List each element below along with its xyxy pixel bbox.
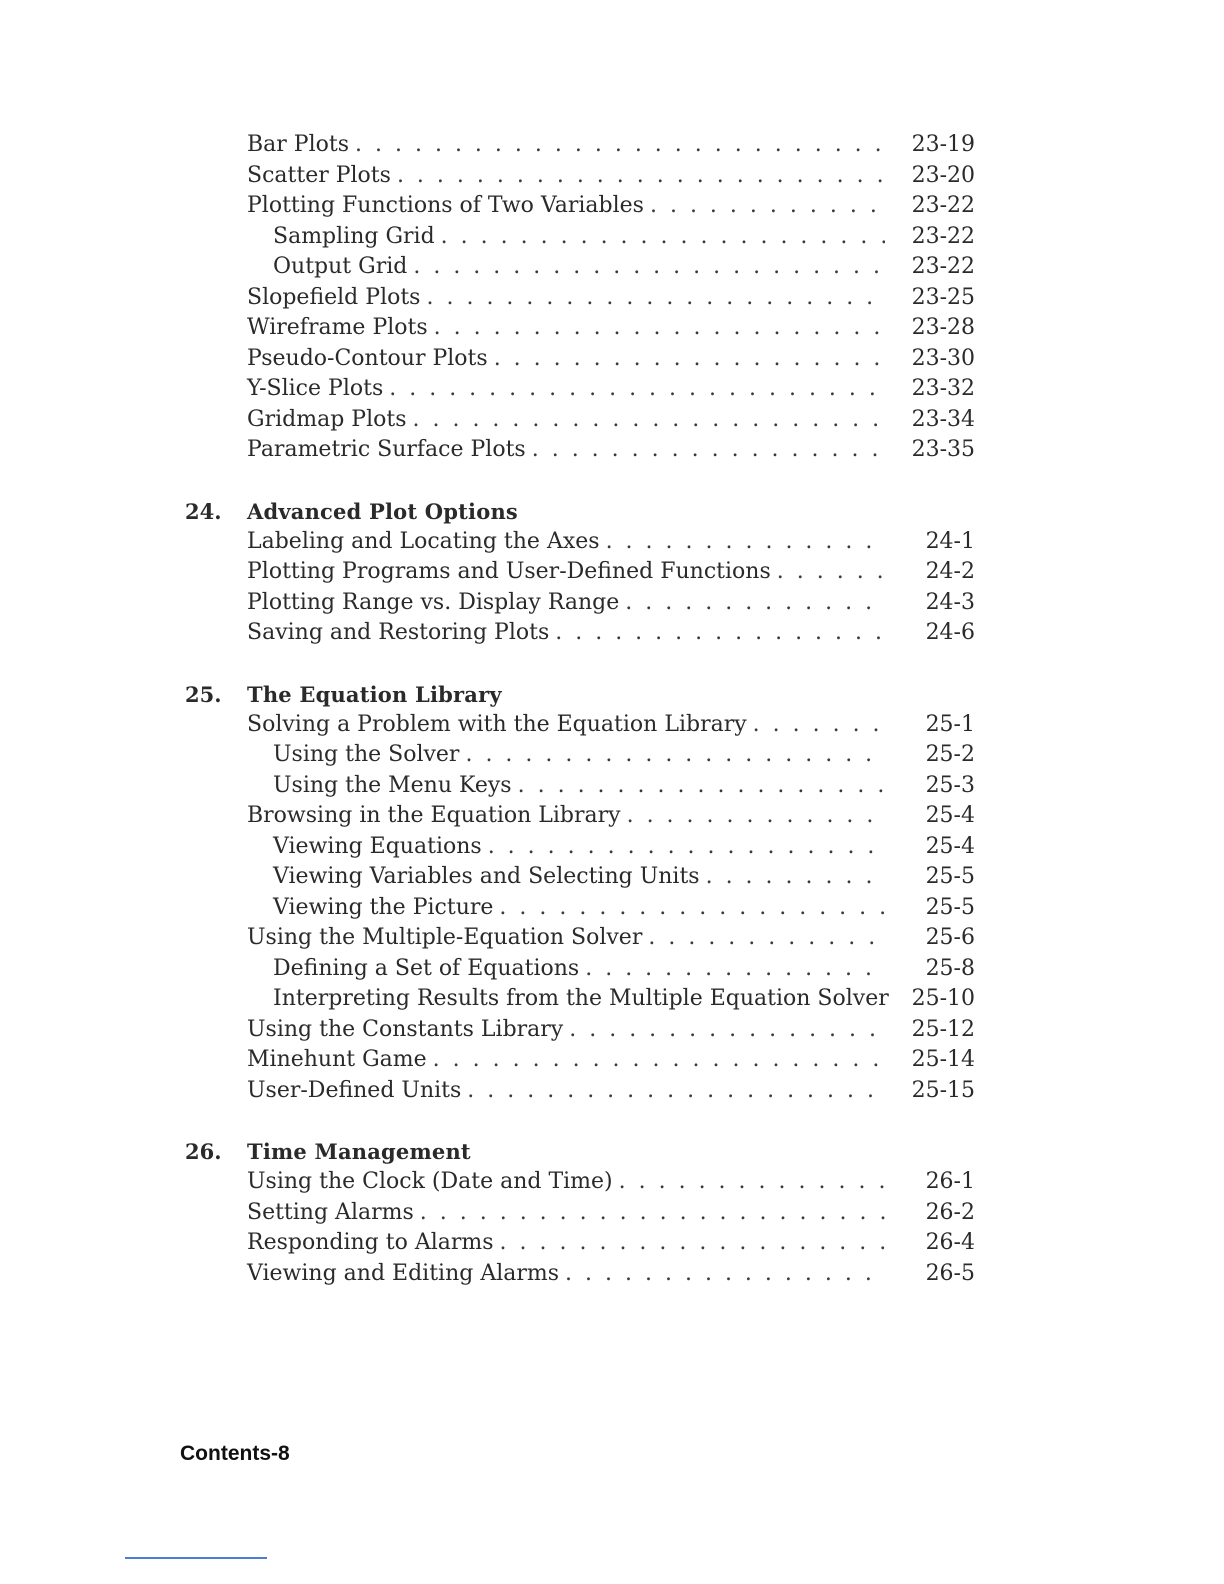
chapter-heading[interactable] (185, 496, 975, 527)
toc-entry-label: Gridmap Plots (247, 406, 407, 432)
toc-page-number: 24-2 (925, 559, 975, 584)
toc-page-number: 26-4 (925, 1230, 975, 1255)
toc-entry-label: Using the Multiple-Equation Solver (247, 925, 643, 950)
toc-page-number: 25-12 (911, 1016, 975, 1042)
dot-leader (500, 1228, 885, 1259)
dot-leader (412, 405, 885, 436)
dot-leader (434, 313, 885, 344)
toc-page-number: 25-8 (925, 955, 975, 981)
dot-leader (397, 161, 885, 192)
toc-entry[interactable] (185, 374, 975, 405)
chapter-list (185, 496, 975, 1290)
toc-page-number: 26-5 (925, 1260, 975, 1286)
toc-entry-label: Wireframe Plots (247, 315, 428, 340)
toc-entry-label: User-Defined Units (247, 1077, 462, 1103)
toc-entry-label: Interpreting Results from the Multiple Equation Solver (273, 986, 889, 1011)
chapter-number: 25. (185, 681, 222, 707)
toc-entry-label: Parametric Surface Plots (247, 437, 526, 462)
toc-page-number: 25-3 (925, 772, 975, 798)
toc-entry[interactable] (185, 1228, 975, 1259)
toc-subentry[interactable] (185, 771, 975, 802)
toc-entry-label: Bar Plots (247, 132, 350, 157)
chapter-title: Time Management (247, 1139, 471, 1164)
toc-entry[interactable] (185, 130, 975, 161)
toc-page-number: 23-25 (911, 284, 975, 310)
toc-entry-label: Scatter Plots (247, 162, 391, 188)
toc-entry[interactable] (185, 191, 975, 222)
dot-leader (499, 893, 885, 924)
toc-subentry[interactable] (185, 984, 975, 1015)
toc-entry-label: Viewing and Editing Alarms (247, 1260, 560, 1286)
toc-page-number: 23-30 (911, 345, 975, 371)
toc-page-number: 25-5 (925, 894, 975, 920)
chapter-number: 24. (185, 498, 222, 524)
toc-entry-label: Slopefield Plots (247, 284, 421, 310)
toc-page-number: 24-3 (925, 589, 975, 615)
toc-entry-label: Responding to Alarms (247, 1230, 494, 1255)
toc-entry-label: Saving and Restoring Plots (247, 620, 550, 645)
toc-page-number: 25-15 (911, 1077, 975, 1103)
toc-entry-label: Using the Clock (Date and Time) (247, 1169, 613, 1194)
toc-subentry[interactable] (185, 862, 975, 893)
toc-entry[interactable] (185, 1015, 975, 1046)
dot-leader (753, 710, 885, 741)
toc-entry[interactable] (185, 1259, 975, 1290)
table-of-contents (185, 130, 975, 1319)
toc-page-number: 25-2 (925, 742, 975, 767)
toc-entry[interactable] (185, 923, 975, 954)
dot-leader (532, 435, 885, 466)
dot-leader (706, 862, 885, 893)
dot-leader (619, 1167, 885, 1198)
dot-leader (420, 1198, 885, 1229)
dot-leader (518, 771, 885, 802)
toc-entry[interactable] (185, 557, 975, 588)
toc-page-number: 25-1 (925, 711, 975, 737)
toc-entry-label: Defining a Set of Equations (273, 955, 580, 981)
chapter-title: The Equation Library (247, 681, 502, 707)
toc-entry[interactable] (185, 618, 975, 649)
toc-entry-label: Solving a Problem with the Equation Library (247, 711, 747, 737)
toc-page-number: 23-32 (911, 376, 975, 401)
toc-entry-label: Y-Slice Plots (247, 376, 384, 401)
toc-entry-label: Viewing the Picture (273, 894, 494, 920)
dot-leader (433, 1045, 885, 1076)
toc-entry[interactable] (185, 161, 975, 192)
chapter-number: 26. (185, 1139, 222, 1164)
toc-entry[interactable] (185, 1045, 975, 1076)
toc-entry-label: Pseudo-Contour Plots (247, 345, 488, 371)
toc-subentry[interactable] (185, 252, 975, 283)
toc-page-number: 25-6 (925, 925, 975, 950)
toc-entry[interactable] (185, 283, 975, 314)
dot-leader (441, 222, 885, 253)
toc-entry-label: Using the Menu Keys (273, 772, 512, 798)
dot-leader (389, 374, 885, 405)
toc-entry[interactable] (185, 1076, 975, 1107)
toc-entry-label: Browsing in the Equation Library (247, 803, 621, 828)
dot-leader (648, 923, 885, 954)
dot-leader (355, 130, 885, 161)
toc-page-number: 23-20 (911, 162, 975, 188)
toc-entry-label: Minehunt Game (247, 1047, 427, 1072)
toc-entry-label: Using the Constants Library (247, 1016, 564, 1042)
toc-page-number: 25-5 (925, 864, 975, 889)
toc-entry[interactable] (185, 527, 975, 558)
dot-leader (467, 1076, 885, 1107)
toc-page-number: 23-22 (911, 254, 975, 279)
toc-entry[interactable] (185, 435, 975, 466)
toc-subentry[interactable] (185, 832, 975, 863)
dot-leader (565, 1259, 885, 1290)
toc-page-number: 25-4 (925, 833, 975, 859)
toc-page-number: 26-2 (925, 1199, 975, 1225)
toc-page-number: 23-22 (911, 193, 975, 218)
toc-subentry[interactable] (185, 222, 975, 253)
toc-entry-label: Viewing Variables and Selecting Units (273, 864, 700, 889)
toc-page-number: 23-22 (911, 223, 975, 249)
toc-page-number: 26-1 (925, 1169, 975, 1194)
toc-subentry[interactable] (185, 954, 975, 985)
toc-page-number: 25-10 (911, 986, 975, 1011)
dot-leader (627, 801, 885, 832)
toc-page-number: 25-4 (925, 803, 975, 828)
toc-entry[interactable] (185, 1167, 975, 1198)
toc-page-number: 23-19 (911, 132, 975, 157)
toc-entry-label: Setting Alarms (247, 1199, 414, 1225)
dot-leader (606, 527, 885, 558)
toc-entry[interactable] (185, 405, 975, 436)
dot-leader (555, 618, 885, 649)
dot-leader (413, 252, 885, 283)
toc-subentry[interactable] (185, 893, 975, 924)
toc-page-number: 24-1 (925, 528, 975, 554)
dot-leader (650, 191, 885, 222)
toc-page-number: 24-6 (925, 620, 975, 645)
toc-entry[interactable] (185, 710, 975, 741)
toc-entry-label: Plotting Functions of Two Variables (247, 193, 644, 218)
toc-entry[interactable] (185, 344, 975, 375)
chapter-block (185, 679, 975, 1107)
toc-entry-label: Plotting Programs and User-Defined Functions (247, 559, 771, 584)
toc-page-number: 23-28 (911, 315, 975, 340)
dot-leader (625, 588, 885, 619)
toc-subentry[interactable] (185, 740, 975, 771)
chapter-heading[interactable] (185, 679, 975, 710)
toc-page-number: 23-35 (911, 437, 975, 462)
toc-entry[interactable] (185, 588, 975, 619)
toc-entry-label: Viewing Equations (273, 833, 482, 859)
toc-page-number: 23-34 (911, 406, 975, 432)
footer-page-label: Contents-8 (180, 1442, 290, 1465)
dot-leader (465, 740, 885, 771)
dot-leader (426, 283, 885, 314)
chapter-block (185, 1136, 975, 1289)
toc-entry-label: Labeling and Locating the Axes (247, 528, 600, 554)
toc-entry-label: Sampling Grid (273, 223, 435, 249)
toc-entry-label: Using the Solver (273, 742, 460, 767)
toc-entry-label: Output Grid (273, 254, 408, 279)
toc-entry[interactable] (185, 801, 975, 832)
dot-leader (488, 832, 885, 863)
bottom-rule (125, 1557, 267, 1559)
dot-leader (494, 344, 885, 375)
dot-leader (569, 1015, 885, 1046)
toc-entry-label: Plotting Range vs. Display Range (247, 589, 620, 615)
chapter-heading[interactable] (185, 1136, 975, 1167)
toc-entry[interactable] (185, 313, 975, 344)
toc-entry[interactable] (185, 1198, 975, 1229)
chapter-23-continued (185, 130, 975, 466)
chapter-block (185, 496, 975, 649)
dot-leader (777, 557, 885, 588)
toc-page-number: 25-14 (911, 1047, 975, 1072)
dot-leader (585, 954, 885, 985)
chapter-title: Advanced Plot Options (247, 498, 518, 524)
